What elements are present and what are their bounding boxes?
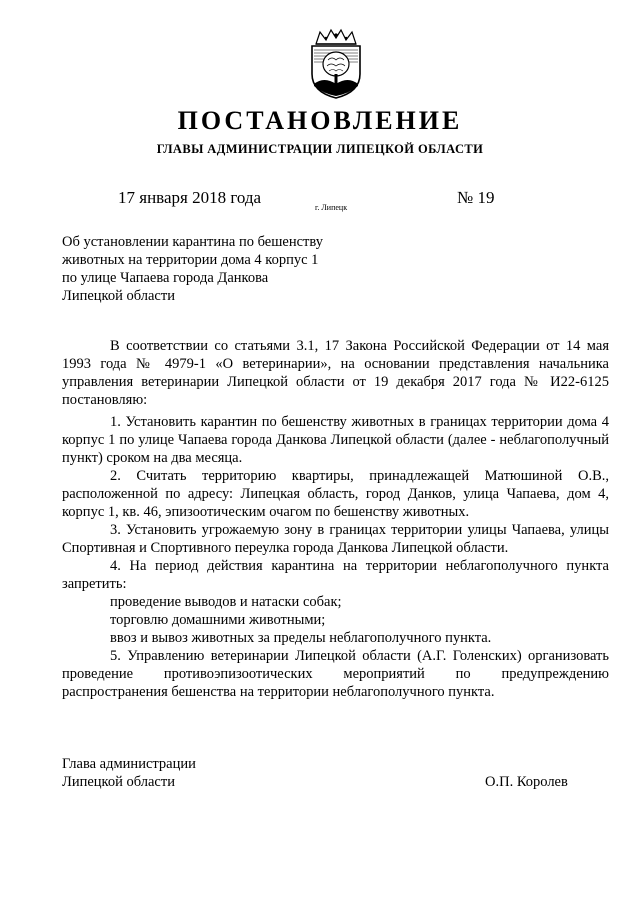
- signature-role-line: Липецкой области: [62, 774, 175, 790]
- item-4-sub-1: проведение выводов и натаски собак;: [110, 594, 342, 610]
- document-title: ПОСТАНОВЛЕНИЕ: [177, 106, 463, 135]
- signature-name: О.П. Королев: [485, 774, 568, 790]
- item-4-sub-3: ввоз и вывоз животных за пределы неблагополучного пункта.: [110, 630, 492, 646]
- document-date: 17 января 2018 года: [118, 188, 262, 207]
- item-4-paragraph: 4. На период действия карантина на территории неблагополучного пункта запретить:: [62, 558, 609, 592]
- lipetsk-coat-of-arms-icon: [302, 28, 370, 100]
- item-2-paragraph: 2. Считать территорию квартиры, принадлежащей Матюшиной О.В., расположенной по адресу: Липецкая область, город Данков, улица Чапаева, дом 4, корпус 1, кв. 46, эпизоотическим очагом по бешенству животных.: [62, 468, 609, 520]
- subject-line: по улице Чапаева города Данкова: [62, 270, 269, 286]
- document-city: г. Липецк: [315, 203, 348, 212]
- subject-line: Липецкой области: [62, 288, 175, 304]
- document-subtitle: ГЛАВЫ АДМИНИСТРАЦИИ ЛИПЕЦКОЙ ОБЛАСТИ: [156, 142, 484, 156]
- subject-line: животных на территории дома 4 корпус 1: [62, 252, 319, 268]
- document-body: [62, 337, 609, 701]
- document-number: № 19: [457, 188, 495, 207]
- document-subject: [62, 233, 382, 305]
- item-1-paragraph: 1. Установить карантин по бешенству животных в границах территории дома 4 корпус 1 по улице Чапаева города Данкова Липецкой области (далее - неблагополучный пункт) сроком на два месяца.: [62, 414, 609, 466]
- signature-role: [62, 755, 196, 791]
- item-3-paragraph: 3. Установить угрожаемую зону в границах территории улицы Чапаева, улицы Спортивная и Спортивного переулка города Данкова Липецкой области.: [62, 522, 609, 556]
- subject-line: Об установлении карантина по бешенству: [62, 234, 323, 250]
- item-4-sub-2: торговлю домашними животными;: [110, 612, 326, 628]
- preamble-paragraph: В соответствии со статьями 3.1, 17 Закона Российской Федерации от 14 мая 1993 года № 4979-1 «О ветеринарии», на основании представления начальника управления ветеринарии Липецкой области от 19 декабря 2017 года № И22-6125 постановляю:: [62, 338, 609, 408]
- signature-role-line: Глава администрации: [62, 756, 196, 772]
- item-5-paragraph: 5. Управлению ветеринарии Липецкой области (А.Г. Голенских) организовать проведение противоэпизоотических мероприятий по предупреждению распространения бешенства на территории неблагополучного пункта.: [62, 648, 609, 700]
